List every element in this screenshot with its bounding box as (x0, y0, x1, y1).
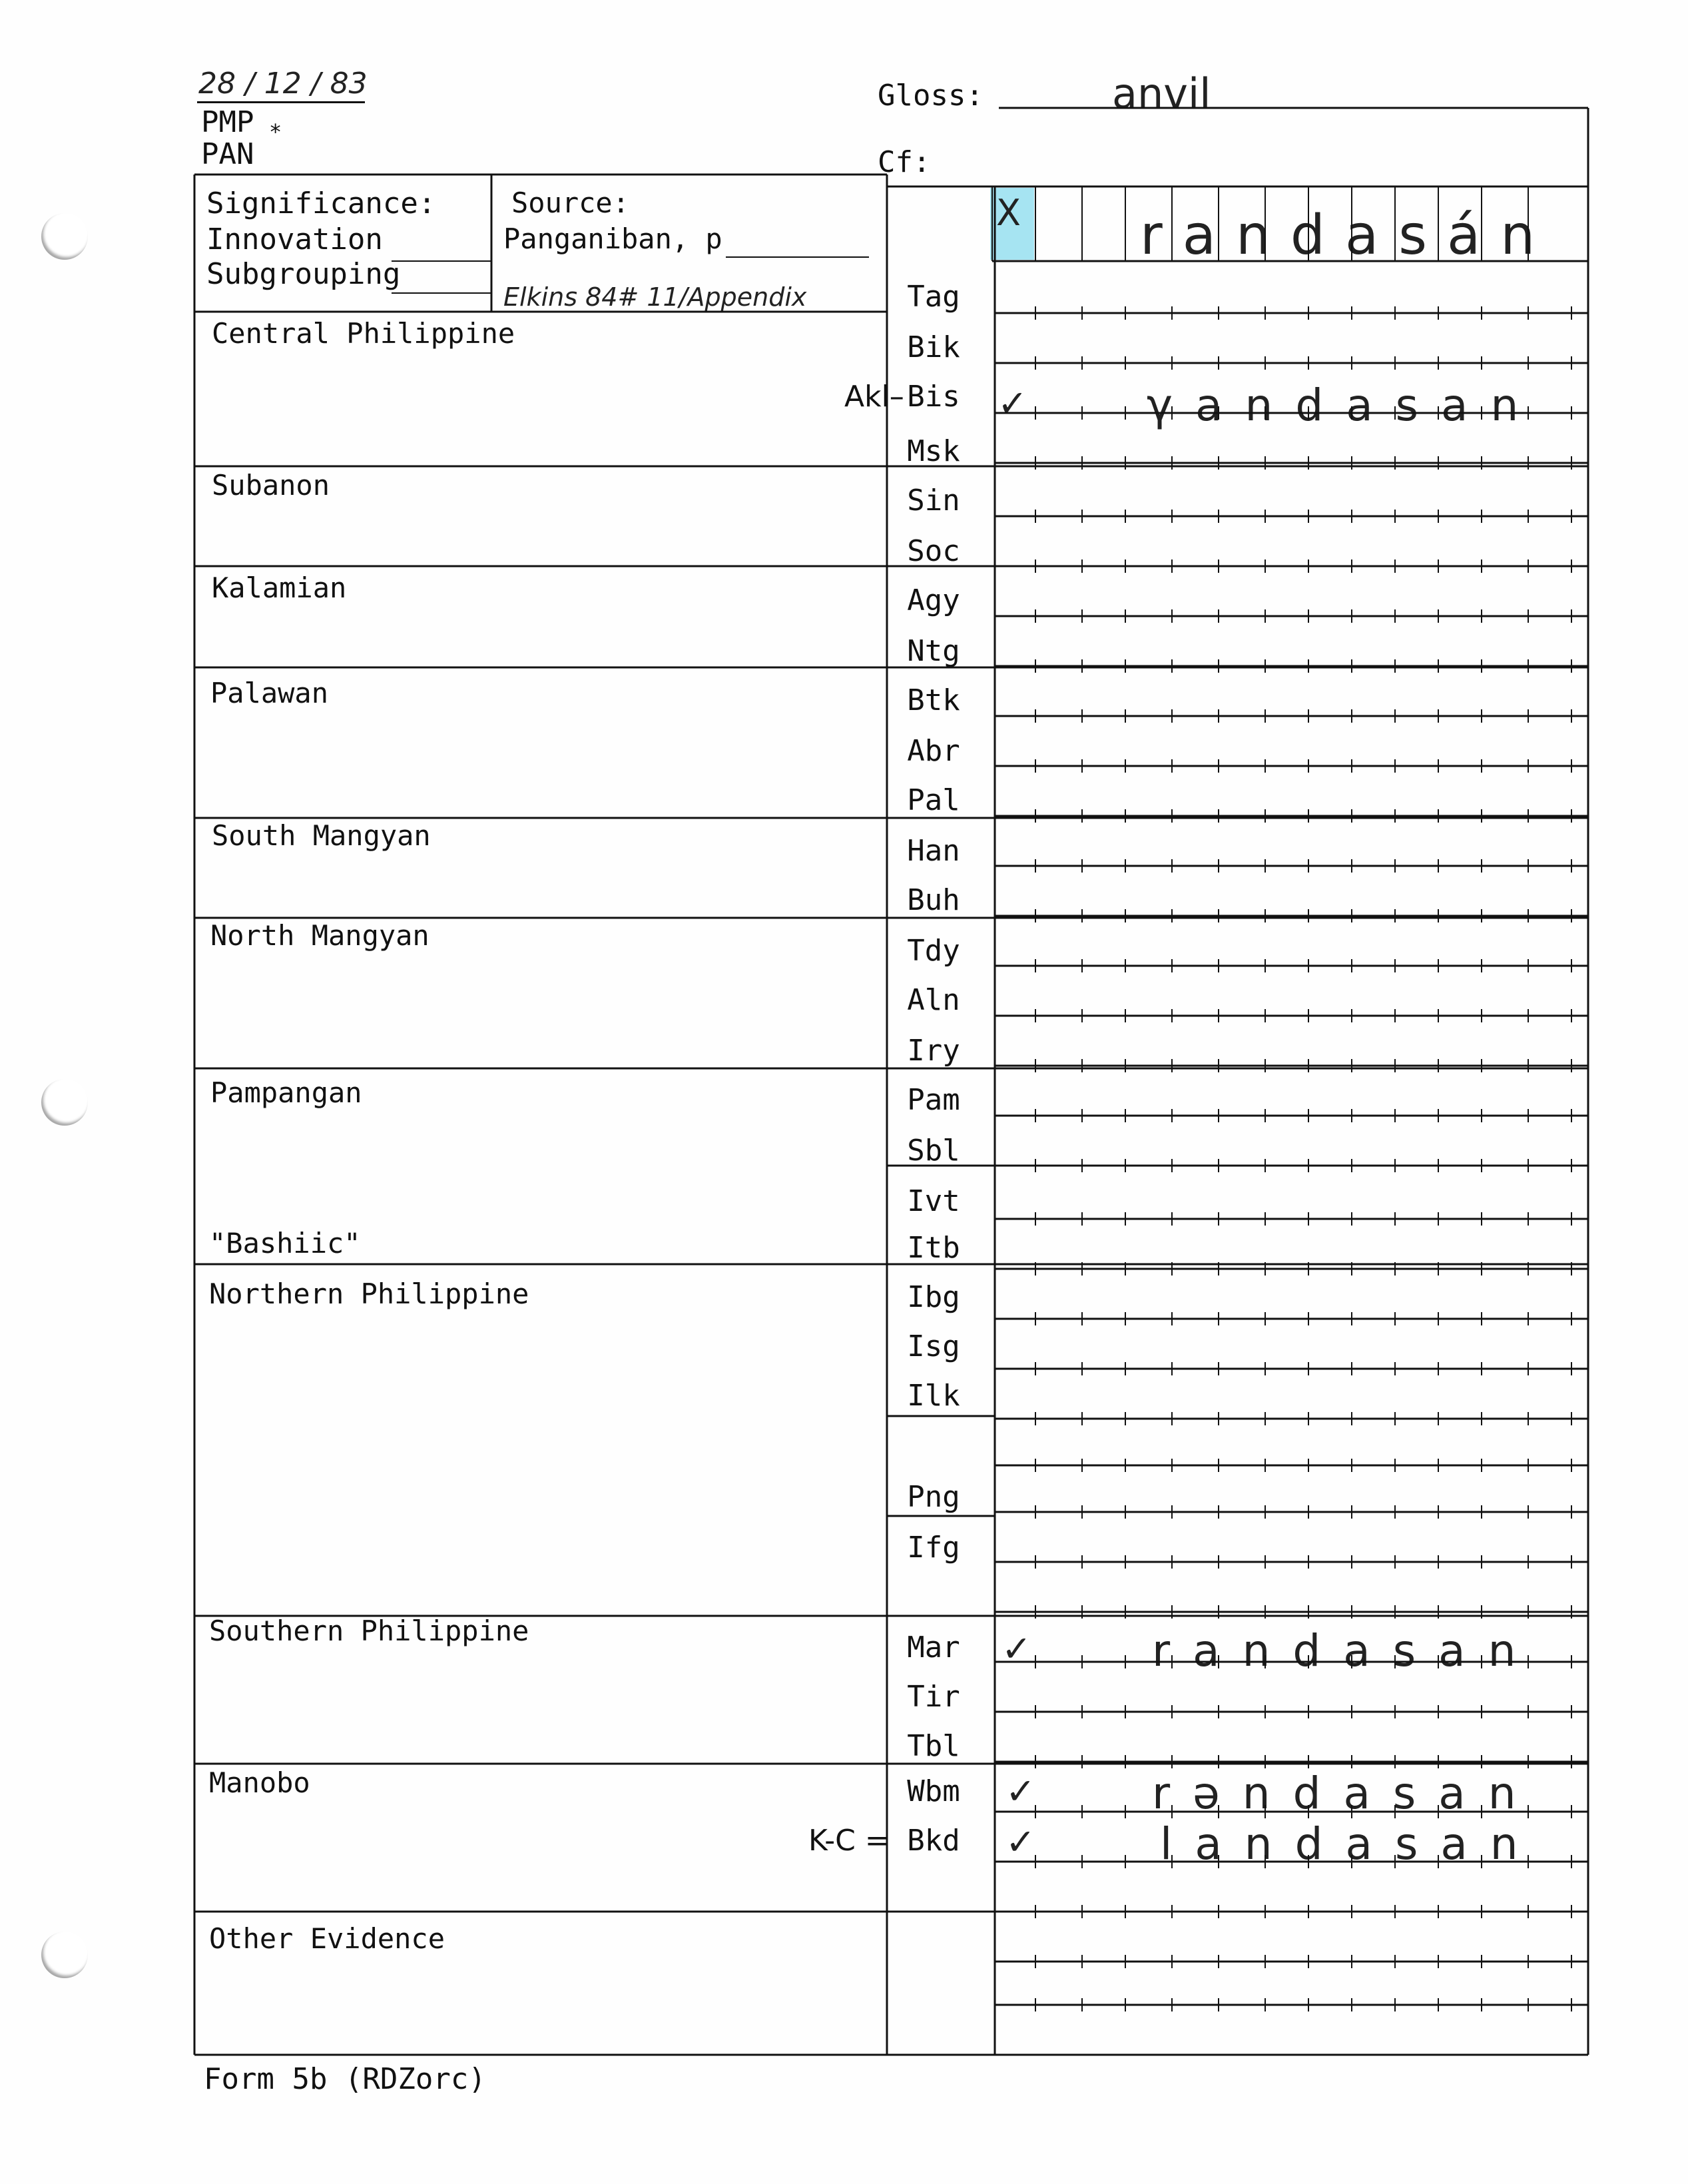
lang-pal: Pal (907, 783, 960, 817)
wbm-check: ✓ (1005, 1770, 1036, 1812)
lang-sin: Sin (907, 484, 960, 518)
lang-isg: Isg (907, 1329, 960, 1363)
group-manobo: Manobo (209, 1766, 310, 1799)
significance-title: Significance: (206, 186, 436, 220)
form-footer: Form 5b (RDZorc) (204, 2062, 486, 2096)
lang-png: Png (907, 1480, 960, 1514)
lang-agy: Agy (907, 583, 960, 617)
lang-ntg: Ntg (907, 634, 960, 668)
lang-ilk: Ilk (907, 1379, 960, 1413)
lang-wbm: Wbm (907, 1774, 960, 1808)
mar-check: ✓ (1001, 1628, 1032, 1670)
lang-soc: Soc (907, 534, 960, 568)
group-southern-philippine: Southern Philippine (209, 1615, 529, 1647)
lang-kc-prefix: K-C = (808, 1824, 890, 1858)
gloss-label: Gloss: (878, 79, 984, 113)
group-north-mangyan: North Mangyan (210, 919, 429, 952)
lang-pam: Pam (907, 1083, 960, 1117)
group-pampangan: Pampangan (210, 1076, 362, 1109)
pan-label: PAN (201, 137, 254, 171)
lang-aln: Aln (907, 983, 960, 1017)
cf-label: Cf: (878, 145, 931, 179)
lang-btk: Btk (907, 683, 960, 717)
pmp-label: PMP (201, 105, 254, 139)
lang-itb: Itb (907, 1231, 960, 1265)
lang-han: Han (907, 834, 960, 868)
bkd-entry: landasan (1160, 1818, 1541, 1870)
lang-bik: Bik (907, 330, 960, 364)
source-value: Panganiban, p (503, 222, 722, 255)
group-kalamian: Kalamian (212, 571, 347, 604)
pmp-star: * (269, 119, 282, 145)
source-note-handwritten: Elkins 84# 11/Appendix (503, 282, 807, 312)
lang-ibg: Ibg (907, 1280, 960, 1314)
lang-ivt: Ivt (907, 1184, 960, 1218)
innovation-label: Innovation (206, 222, 383, 256)
wbm-entry: rəndasan (1152, 1768, 1539, 1819)
lang-buh: Buh (907, 883, 960, 917)
lang-tir: Tir (907, 1680, 960, 1714)
lang-abr: Abr (907, 734, 960, 768)
lang-tag: Tag (907, 280, 960, 314)
akl-bis-entry: γandasan (1147, 380, 1542, 431)
group-northern-philippine: Northern Philippine (209, 1277, 529, 1310)
group-subanon: Subanon (212, 469, 330, 502)
subgrouping-label: Subgrouping (206, 257, 401, 291)
mar-entry: randasan (1152, 1625, 1539, 1676)
lang-ifg: Ifg (907, 1531, 960, 1565)
lang-akl-prefix: Akl– (844, 380, 904, 414)
group-other-evidence: Other Evidence (209, 1922, 445, 1955)
lang-tbl: Tbl (907, 1729, 960, 1763)
bkd-check: ✓ (1005, 1821, 1036, 1863)
group-central-philippine: Central Philippine (212, 317, 515, 350)
lang-sbl: Sbl (907, 1134, 960, 1168)
lang-mar: Mar (907, 1631, 960, 1664)
group-south-mangyan: South Mangyan (212, 819, 431, 852)
lang-tdy: Tdy (907, 934, 960, 968)
source-label: Source: (511, 186, 630, 219)
gloss-value: anvil (1112, 69, 1211, 118)
lang-msk: Msk (907, 434, 960, 468)
top-entry-word: randasán (1140, 204, 1555, 267)
lang-iry: Iry (907, 1034, 960, 1068)
lang-bkd: Bkd (907, 1824, 960, 1858)
group-bashiic: "Bashiic" (209, 1227, 361, 1260)
group-palawan: Palawan (210, 677, 329, 709)
top-entry-x-mark: X (996, 192, 1021, 234)
date-handwritten: 28 / 12 / 83 (198, 67, 368, 101)
lang-bis: Bis (907, 380, 960, 414)
akl-bis-check: ✓ (997, 382, 1028, 424)
